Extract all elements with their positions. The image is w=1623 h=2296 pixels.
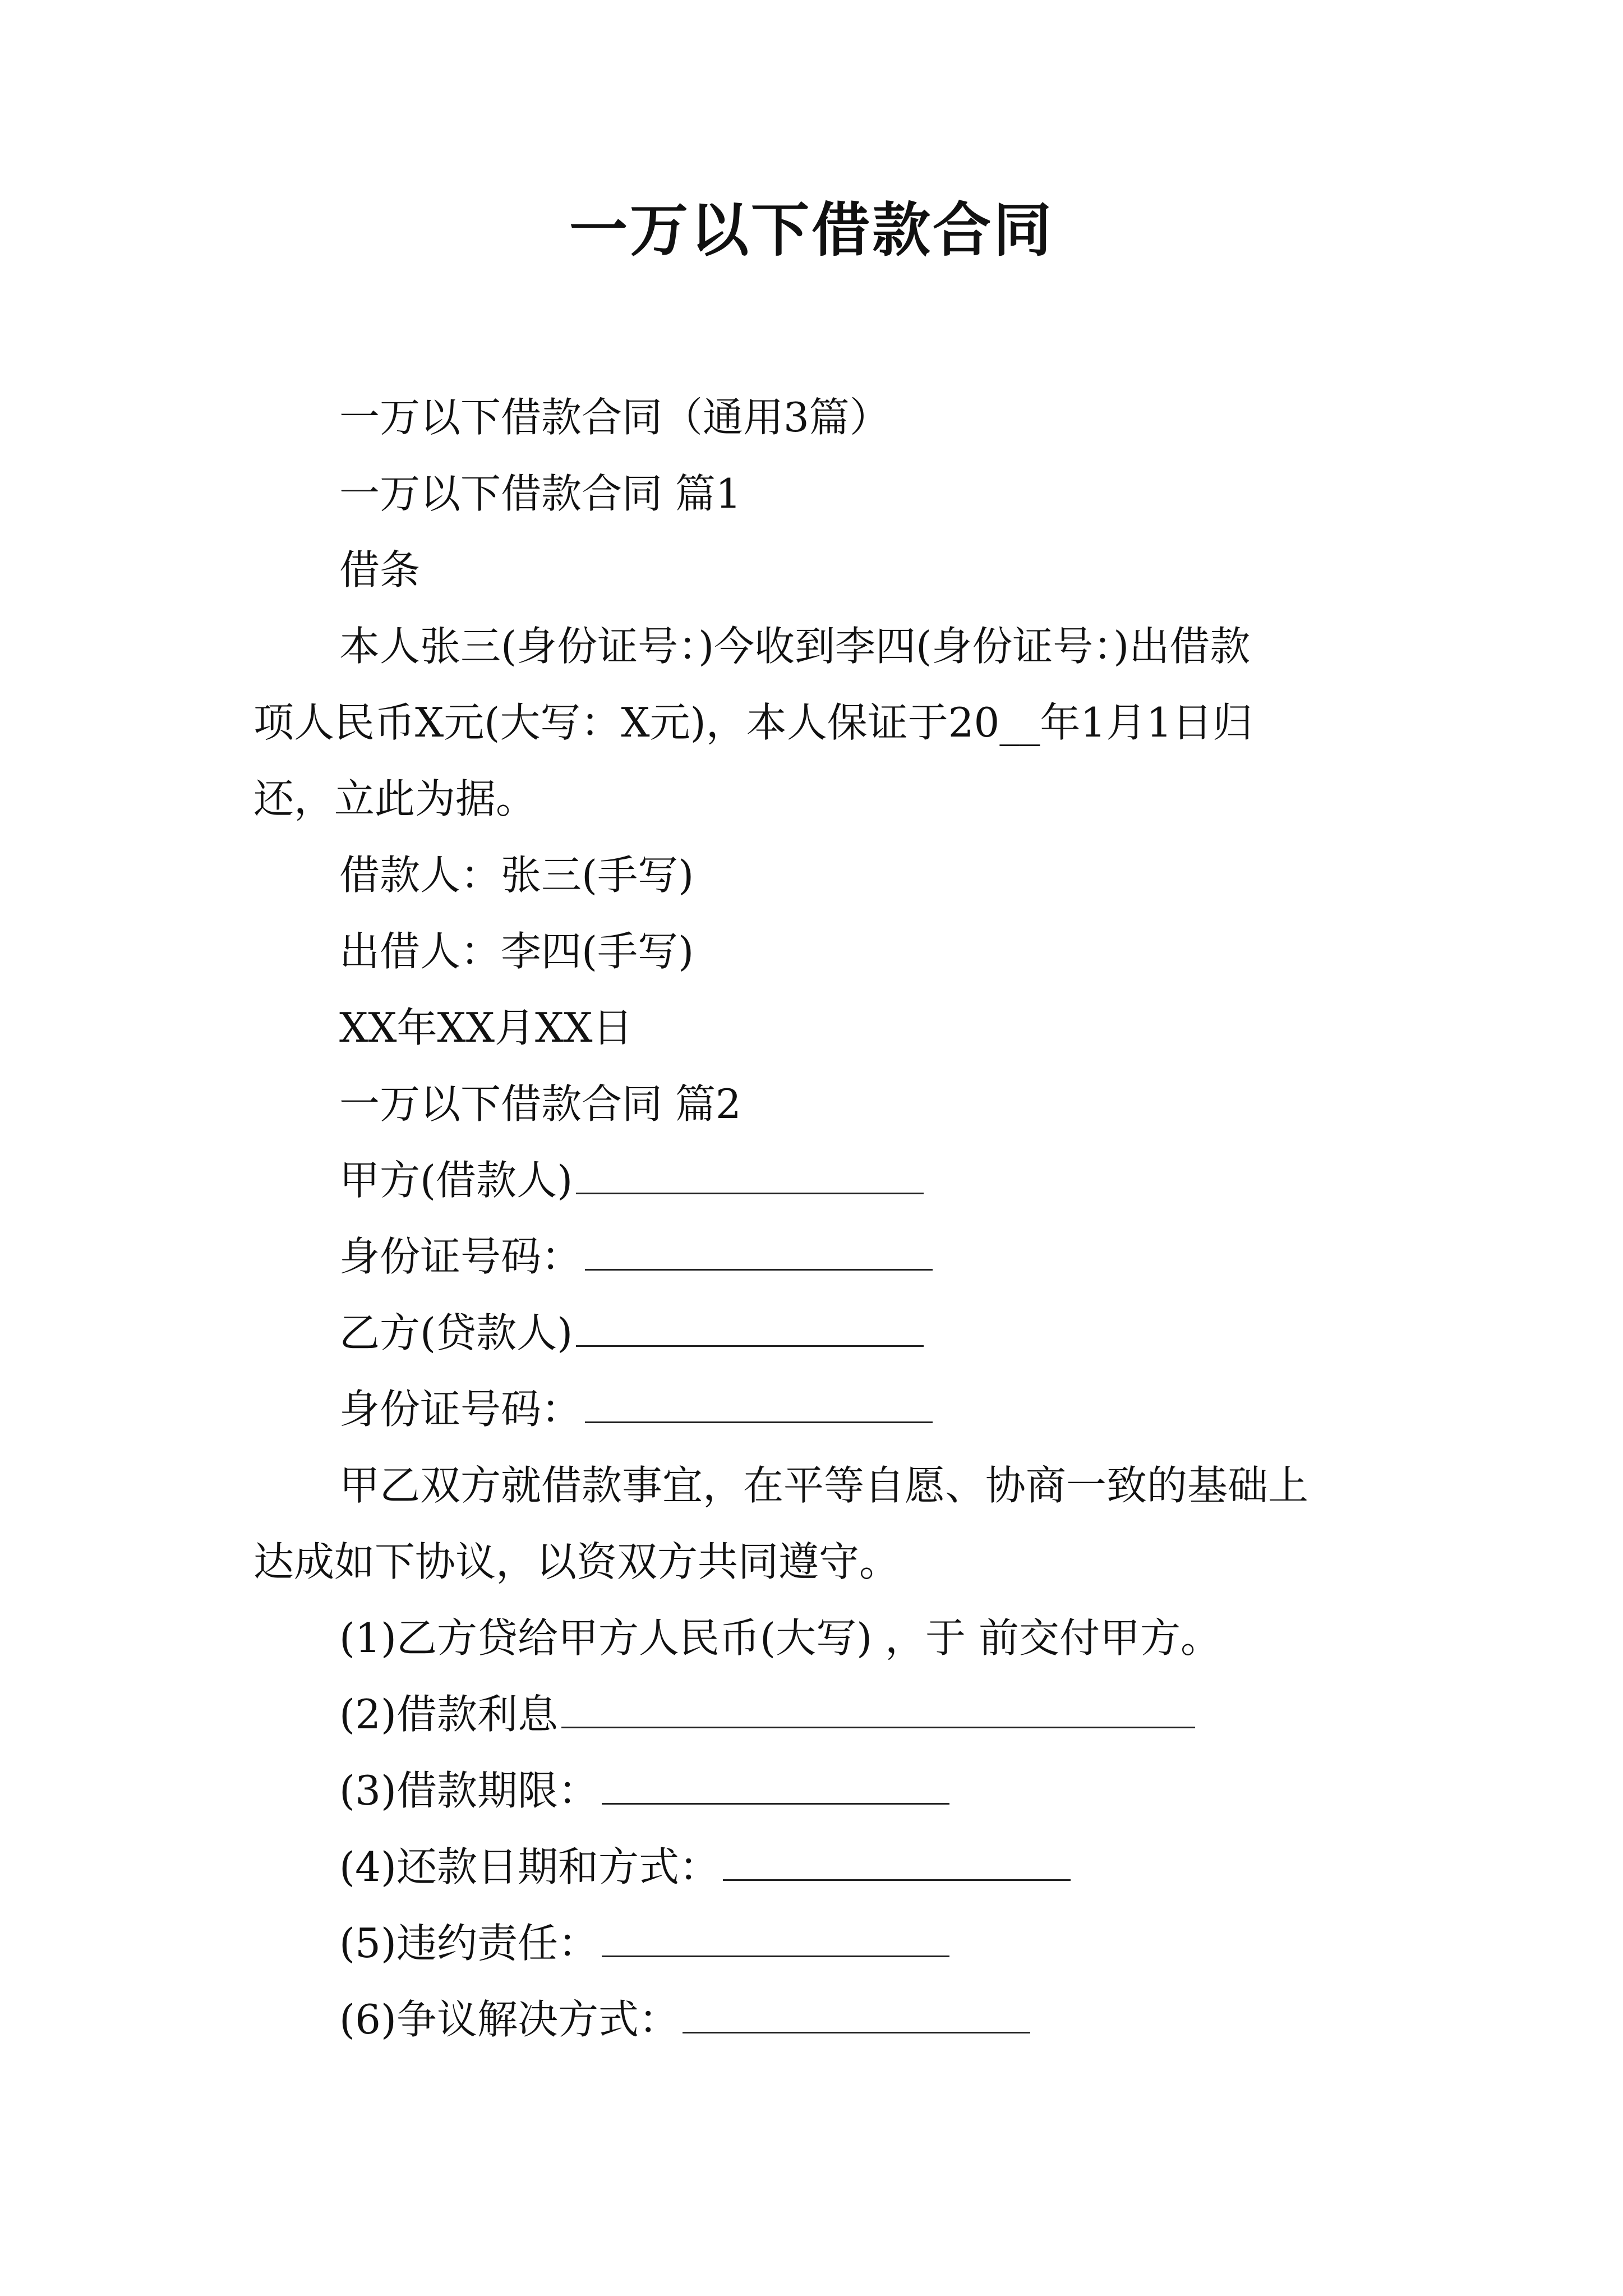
party-a-id-blank	[585, 1228, 933, 1271]
clause-6-line	[253, 1981, 1375, 2058]
collection-heading: 一万以下借款合同（通用3篇）	[339, 394, 890, 441]
clause-4-label: (4)还款日期和方式：	[339, 1843, 720, 1890]
clause-2-label: (2)借款利息	[339, 1691, 558, 1738]
iou-text-line-3: 还，立此为据。	[253, 775, 537, 822]
document-body	[253, 379, 1375, 2058]
clause-6-label: (6)争议解决方式：	[339, 1996, 679, 2043]
party-b-id-line	[253, 1371, 1375, 1447]
iou-date: XX年XX月XX日	[339, 1004, 633, 1051]
party-a-line	[253, 1142, 1375, 1218]
section-heading-1: 一万以下借款合同 篇1	[339, 470, 741, 517]
clause-4-line	[253, 1829, 1375, 1905]
clause-5-label: (5)违约责任：	[339, 1920, 598, 1967]
agreement-text-line-1: 甲乙双方就借款事宜，在平等自愿、协商一致的基础上	[339, 1462, 1309, 1509]
party-b-blank	[576, 1305, 924, 1347]
clause-2-blank	[561, 1686, 1195, 1728]
party-a-id-line	[253, 1218, 1375, 1295]
clause-5-blank	[602, 1915, 949, 1957]
iou-heading: 借条	[339, 546, 421, 593]
party-a-label: 甲方(借款人)	[339, 1157, 573, 1204]
party-a-blank	[576, 1152, 924, 1194]
clause-4-blank	[723, 1839, 1071, 1881]
lender-signature: 出借人：李四(手写)	[339, 928, 694, 975]
iou-text-line-1: 本人张三(身份证号：)今收到李四(身份证号：)出借款	[339, 623, 1251, 670]
document-title: 一万以下借款合同	[569, 195, 1054, 264]
section-heading-2: 一万以下借款合同 篇2	[339, 1080, 741, 1128]
clause-3-line	[253, 1752, 1375, 1829]
clause-1: (1)乙方贷给甲方人民币(大写) ，于 前交付甲方。	[339, 1614, 1221, 1662]
clause-3-label: (3)借款期限：	[339, 1767, 598, 1814]
party-a-id-label: 身份证号码：	[339, 1233, 582, 1280]
iou-text-line-2: 项人民币X元(大写：X元)，本人保证于20__年1月1日归	[253, 699, 1253, 746]
party-b-id-label: 身份证号码：	[339, 1386, 582, 1433]
party-b-line	[253, 1295, 1375, 1371]
borrower-signature: 借款人：张三(手写)	[339, 852, 694, 899]
agreement-text-line-2: 达成如下协议，以资双方共同遵守。	[253, 1538, 900, 1585]
clause-6-blank	[683, 1991, 1030, 2033]
clause-3-blank	[602, 1763, 949, 1805]
clause-2-line	[253, 1676, 1375, 1752]
party-b-label: 乙方(贷款人)	[339, 1309, 573, 1356]
clause-5-line	[253, 1905, 1375, 1981]
party-b-id-blank	[585, 1381, 933, 1423]
